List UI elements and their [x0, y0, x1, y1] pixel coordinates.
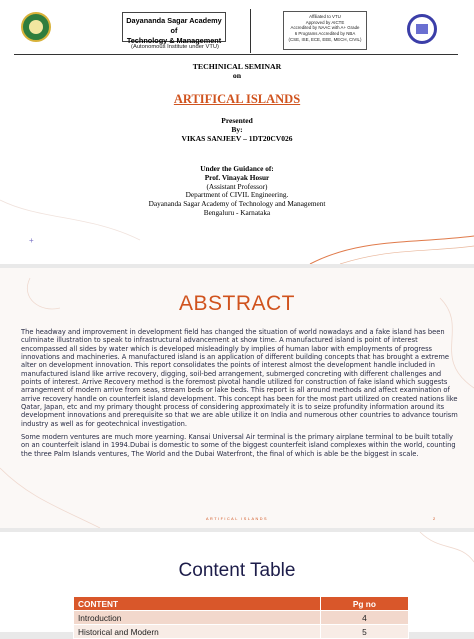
cover-page — [0, 0, 474, 264]
column-header-page: Pg no — [320, 597, 408, 611]
abstract-paragraph: Some modern ventures are much more yearning. Kansai Universal Air terminal is the primary airplane terminal to be built totally on an counterfeit island in 1994.Dubai is domestic to some of the biggest counterfeit island complexes within the world, counting the three Palm Islands ventures, The World and the Dubai Waterfront, the final of which is able be the biggest in scale. — [21, 433, 456, 458]
decorative-curves — [0, 0, 474, 264]
row-title: Historical and Modern — [74, 625, 321, 639]
column-header-content: CONTENT — [74, 597, 321, 611]
plus-mark-icon: + — [29, 236, 34, 245]
guidance-heading: Under the Guidance of: — [200, 164, 274, 173]
college-subtitle: (Autonomous Institute under VTU) — [131, 44, 219, 50]
accreditation-line: 6 Programs Accredited by NBA — [294, 31, 356, 37]
department-name: Department of CIVIL Engineering. — [185, 190, 289, 200]
presenter-name: VIKAS SANJEEV – 1DT20CV026 — [181, 134, 293, 143]
abstract-body — [21, 328, 459, 463]
institute-name: Dayananda Sagar Academy of Technology and Management — [148, 199, 326, 209]
abstract-heading: ABSTRACT — [178, 292, 295, 315]
accreditation-line: Accredited by NAAC with A+ Grade — [290, 25, 360, 31]
row-page: 5 — [320, 625, 408, 639]
slide-page-number: 2 — [433, 516, 436, 521]
row-page: 4 — [320, 611, 408, 625]
college-name-line1: Dayananda Sagar Academy of — [126, 16, 222, 35]
institute-location: Bengaluru - Karnataka — [203, 207, 271, 217]
seminar-title: ARTIFICAL ISLANDS — [173, 92, 301, 106]
accreditation-line: Approved by AICTE — [305, 19, 345, 25]
presented-label: Presented — [221, 116, 253, 125]
table-header-row — [74, 597, 409, 611]
seminar-line1: TECHINICAL SEMINAR — [192, 62, 282, 71]
guide-name: Prof. Vinayak Hosur — [204, 172, 270, 182]
seminar-line2: on — [232, 71, 242, 80]
slide-footer-label: ARTIFICAL ISLANDS — [205, 517, 268, 521]
row-title: Introduction — [74, 611, 321, 625]
contents-heading: Content Table — [178, 560, 296, 581]
table-row — [74, 611, 409, 625]
college-name-line2: Technology & Management — [126, 36, 222, 45]
accreditation-line: Affiliated to VTU — [309, 14, 341, 19]
abstract-paragraph: The headway and improvement in development field has changed the situation of world nowadays and a fake island has been culminate illustration to speak to infrastructural advancement at show time. A manufactured island is point of interest encompassed all sides by water which is developed misleadingly by implies of human labor with employments of progress innovations and machineries. A manufactured island is an application of different building concepts that has brought a extreme alter on development innovation. This report consolidates the points of interest almost the development handle included in manufactured island like arrive recovery, digging, soil-bed arrangement, submerged concreting with different challenges and points of interest. Arrive Recovery method is the foremost pivotal handle utilized for construction of fake island which suggests arrangement of modern arrive from seas, stream beds or lake beds. This report is all around methods and affect examination of arrive recovery handle on counterfeit island development. This concept has been for the most part utilized on created nations like Qatar, Japan, etc and my primary thought process of considering approximately it is to seize profundity information around its development innovations and prerequisite so that we are able utilize it on India and numerous other countries to advance tourism industry as well as for geotechnical investigation. — [21, 328, 458, 428]
accreditation-line: (CSE, ISE, ECE, EEE, MECH, CIVIL) — [288, 36, 362, 42]
by-label: By: — [231, 125, 243, 134]
contents-table — [73, 596, 409, 639]
guide-role: (Assistant Professor) — [206, 181, 268, 191]
